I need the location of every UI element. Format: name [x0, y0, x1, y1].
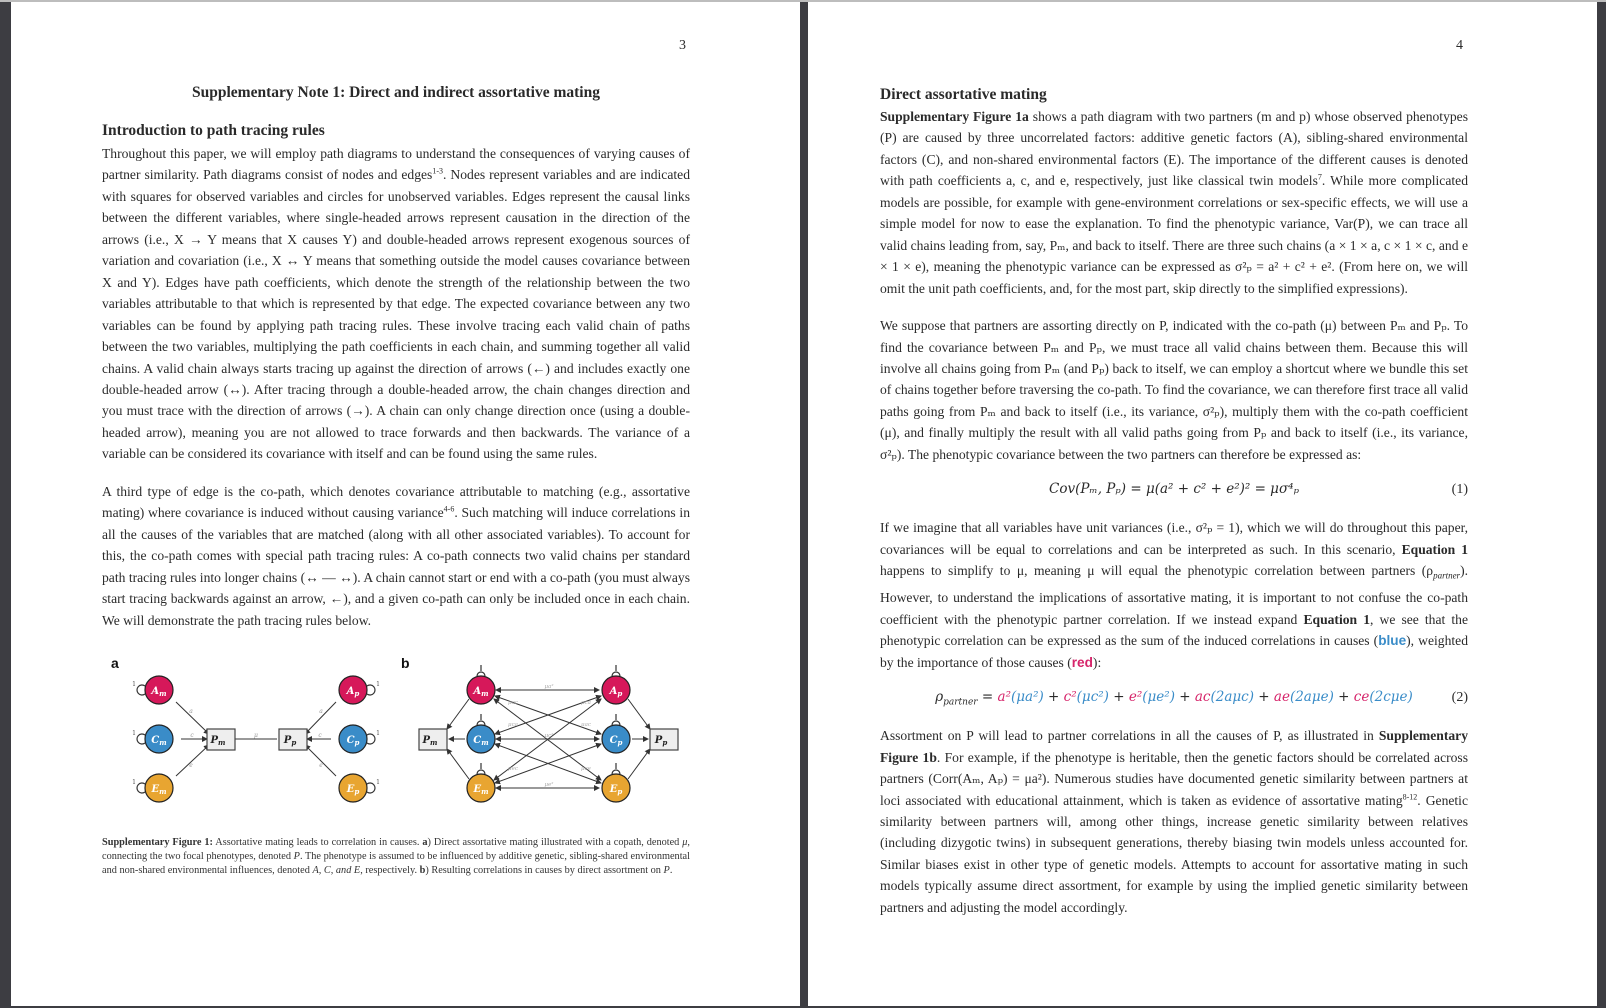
text: partner: [1433, 570, 1461, 581]
svg-text:μc²: μc²: [544, 733, 554, 739]
svg-text:Em: $E_m$: [151, 784, 167, 796]
text: . Nodes represent variables and are indicated with squares for observed variables and circles for unobserved variables. Edges represent the causal links between the different variables, where single-headed arrows represent causation in the direction of the arrows (i.e., X → Y means that X causes Y) and double-headed arrows represent exogenous sources of variation and covariation (i.e., X ↔ Y means that something outside the model causes covariance between X and Y). Edges have path coefficients, which denote the strength of the relationship between the two variables attributable to that which is represented by that edge. The expected covariance between any two variables can be found by applying path tracing rules. These involve tracing each valid chain of paths between the two variables, multiplying the path coefficients in each chain, and summing together all valid chains. A valid chain always starts tracing up against the direction of arrows (←) and includes exactly one double-headed arrow (↔). After tracing through a double-headed arrow, the chain changes direction and you must trace with the direction of arrows (→). A chain can only change direction once (using a double-headed arrow), meaning you are not allowed to trace forwards and then backwards. The variance of a variable can be considered its covariance with itself and can be found using the same rules.: [102, 167, 690, 462]
supplementary-figure-1: [101, 652, 701, 812]
text: ρ: [935, 689, 944, 706]
citation: 4-6: [443, 504, 455, 514]
svg-text:Pm: $P_m$: [422, 735, 438, 747]
correlation-term: (μa²): [1010, 689, 1044, 706]
equation-1: [880, 479, 1468, 501]
text: .: [669, 864, 673, 876]
pdf-page-4: [808, 2, 1597, 1006]
text: . Such matching will induce correlations in all the causes of the variables that are matched (along with all other associated variables). To account for this, the co-path comes with special path tracing rules: A co-path connects two valid chains per standard path tracing rules into longer chains (↔ — ↔). A chain cannot start or end with a co-path (you must always start tracing backwards against an arrow, ←), and a given co-path can only be included once in each chain. We will demonstrate the path tracing rules below.: [102, 505, 690, 628]
section-heading: Introduction to path tracing rules: [102, 122, 325, 139]
svg-text:1: 1: [132, 730, 136, 737]
citation: 7: [1317, 172, 1322, 182]
page-number: 4: [1456, 38, 1463, 53]
svg-text:1: 1: [376, 779, 380, 786]
svg-text:Ap: $A_p$: [346, 686, 360, 698]
text: . The phenotype is assumed to be influenced by additive genetic, sibling-shared environmental and non-shared environmental influences, denoted: [102, 850, 690, 876]
caption-label: Supplementary Figure 1:: [102, 837, 213, 848]
svg-text:Ep: $E_p$: [346, 784, 360, 796]
equation-1-number: (1): [1451, 482, 1468, 498]
text: ). However, to understand the implications of assortative mating, it is important to not confuse the co-path coefficient with the phenotypic partner correlation. If we instead expand: [880, 563, 1468, 627]
path-diagram: [101, 652, 701, 812]
text: P: [663, 864, 670, 876]
weight-term: c²: [1063, 689, 1077, 706]
svg-text:Cp: $C_p$: [346, 735, 360, 747]
text: . For example, if the phenotype is heritable, then the genetic factors should be correlated across partners (Corr(Aₘ, Aₚ) = μa²). Numerous studies have documented genetic similarity between partners at loci associated with educational attainment, which is taken as evidence of assortative mating: [880, 749, 1469, 808]
svg-text:Cm: $C_m$: [151, 735, 167, 747]
text: Assortative mating leads to correlation in causes.: [212, 837, 423, 848]
svg-text:Cm: $C_m$: [473, 735, 489, 747]
svg-text:μca: μca: [581, 700, 591, 706]
svg-text:1: 1: [132, 779, 136, 786]
paragraph-intro: [102, 143, 690, 465]
text: Throughout this paper, we will employ path diagrams to understand the consequences of varying causes of partner similarity. Path diagrams consist of nodes and edges: [102, 146, 690, 183]
text: μ: [682, 837, 688, 848]
svg-text:μac: μac: [508, 700, 518, 706]
text: a: [422, 837, 428, 848]
svg-text:a: a: [189, 708, 193, 715]
equation-reference: Equation 1: [1303, 611, 1370, 627]
text: ), weighted by the importance of those causes (: [880, 633, 1468, 670]
svg-text:μec: μec: [508, 766, 518, 772]
panel-a-label: a: [111, 655, 119, 671]
text: ) Resulting correlations in causes by direct assortment on: [425, 864, 664, 876]
svg-text:Am: $A_m$: [473, 686, 489, 698]
text: , respectively.: [360, 864, 420, 876]
weight-term: a²: [997, 689, 1011, 706]
panel-b-label: b: [401, 655, 410, 671]
weight-term: e²: [1128, 689, 1143, 706]
svg-text:Am: $A_m$: [151, 686, 167, 698]
svg-text:e: e: [319, 762, 323, 769]
correlation-term: (2cμe): [1369, 689, 1413, 706]
svg-text:μac: μac: [581, 722, 591, 728]
figure-caption: [102, 836, 690, 877]
page-number: 3: [679, 38, 686, 53]
svg-text:Pp: $P_p$: [654, 735, 668, 747]
paragraph-direct-am: [880, 106, 1468, 299]
svg-text:c: c: [190, 732, 194, 739]
svg-text:1: 1: [376, 681, 380, 688]
correlation-term: (μe²): [1142, 689, 1175, 706]
svg-text:1: 1: [132, 681, 136, 688]
equation-1-body: Cov(Pₘ, Pₚ) = μ(a² + c² + e²)² = μσ⁴ₚ: [1049, 481, 1299, 498]
figure-reference: Supplementary Figure 1a: [880, 109, 1029, 124]
svg-text:c: c: [318, 732, 322, 739]
paragraph-copath: [102, 481, 690, 631]
equation-2-number: (2): [1451, 690, 1468, 706]
equation-2: [880, 687, 1468, 709]
text: ):: [1092, 654, 1102, 670]
equation-reference: Equation 1: [1401, 541, 1468, 557]
correlation-term: (2aμc): [1210, 689, 1254, 706]
text: shows a path diagram with two partners (m and p) whose observed phenotypes (P) are caused by three uncorrelated factors: additive genetic factors (A), sibling-shared environmental factors (C), and non-shared environmental factors (E). The importance of the different causes is denoted with path coefficients a, c, and e, respectively, just like classical twin models: [880, 109, 1468, 189]
section-heading: Direct assortative mating: [880, 86, 1047, 103]
paragraph-assortment-causes: [880, 725, 1468, 918]
correlation-term: (μc²): [1076, 689, 1109, 706]
legend-blue: blue: [1378, 633, 1407, 649]
weight-term: ce: [1353, 689, 1370, 706]
text: . While more complicated models are possible, for example with gene-environment correlations or sex-specific effects, we will use a simple model for now to ease the explanation. To find the phenotypic variance, Var(P), we can trace all valid chains leading from, say, Pₘ, and back to itself. There are three such chains (a × 1 × a, c × 1 × c, and e × 1 × e), meaning the phenotypic variance can be expressed as σ²ₚ = a² + c² + e². (From here on, we will omit the unit path coefficients, and, for the most part, skip directly to the simplified expressions).: [880, 173, 1468, 296]
svg-text:μ: μ: [254, 732, 258, 739]
svg-text:μa²: μa²: [544, 684, 554, 690]
weight-term: ac: [1194, 689, 1211, 706]
figure-reference: Supplementary Figure 1b: [880, 728, 1468, 765]
citation: 8-12: [1402, 791, 1418, 801]
svg-text:1: 1: [376, 730, 380, 737]
pdf-page-3: [11, 2, 800, 1006]
weight-term: ae: [1273, 689, 1290, 706]
equation-2-body: $\rho_{partner} = a^2(\mu a^2) + c^2(\mu c^2) + e^2(\mu e^2) + ac(2a\mu c) + ae(2a\mu e) + ce(2c\mu e)$: [935, 689, 1413, 708]
text: b: [419, 864, 426, 876]
note-title: Supplementary Note 1: Direct and indirect assortative mating: [192, 84, 600, 101]
svg-text:μce: μce: [581, 766, 591, 772]
legend-red: red: [1071, 654, 1093, 670]
svg-text:Pp: $P_p$: [283, 735, 297, 747]
svg-text:a: a: [319, 708, 323, 715]
text: P: [293, 850, 300, 862]
svg-text:e: e: [189, 762, 193, 769]
paragraph-unit-variance: [880, 517, 1468, 673]
correlation-term: (2aμe): [1289, 689, 1334, 706]
citation: 1-3: [432, 166, 444, 176]
text: , connecting the two focal phenotypes, denoted: [102, 837, 690, 862]
svg-text:Pm: $P_m$: [210, 735, 226, 747]
text: A, C, and E: [312, 864, 361, 876]
text: happens to simplify to μ, meaning μ will equal the phenotypic correlation between partners (ρ: [880, 563, 1434, 579]
svg-text:Ep: $E_p$: [609, 784, 623, 796]
paragraph-copath-covariance: We suppose that partners are assorting directly on P, indicated with the co-path (μ) between Pₘ and Pₚ. To find the covariance between Pₘ and Pₚ, we must trace all valid chains between them. Because this will involve all chains going from Pₘ (and Pₚ) back to itself, we can employ a shortcut where we bundle this set of chains together before traversing the co-path. To find the covariance, we can therefore first trace all valid paths going from Pₘ and back to itself (i.e., its variance, σ²ₚ), multiply them with the co-path coefficient (μ), and finally multiply the result with all valid paths going from Pₚ and back to itself (i.e., its variance, σ²ₚ). The phenotypic covariance between the two partners can therefore be expressed as:: [880, 318, 1468, 462]
text: , we see that the phenotypic correlation can be expressed as the sum of the induced correlations in causes (: [880, 611, 1468, 649]
text-column: [880, 84, 1468, 918]
svg-text:μca: μca: [508, 722, 518, 728]
text: Assortment on P will lead to partner correlations in all the causes of P, as illustrated in: [880, 728, 1379, 744]
svg-text:Em: $E_m$: [473, 784, 489, 796]
svg-text:Cp: $C_p$: [609, 735, 623, 747]
svg-text:μe²: μe²: [544, 782, 554, 788]
text: partner: [943, 697, 978, 708]
text: A third type of edge is the co-path, which denotes covariance attributable to matching (e.g., assortative mating) where covariance is induced without causing variance: [102, 483, 690, 521]
svg-text:Ap: $A_p$: [609, 686, 623, 698]
text: . Genetic similarity between partners will, among other things, increase genetic similarity between relatives (including dizygotic twins) in subsequent generations, thereby biasing twin models unless accounted for. Similar biases exist in other type of genetic models. Attempts to account for assortative mating in such models typically assume direct assortment, for example by using the implied genetic similarity between partners and adjusting the model accordingly.: [880, 792, 1468, 915]
text: If we imagine that all variables have unit variances (i.e., σ²ₚ = 1), which we will do throughout this paper, covariances will be equal to correlations and can be interpreted as such. In this scenario,: [880, 520, 1468, 557]
text: ) Direct assortative mating illustrated with a copath, denoted: [427, 837, 683, 848]
